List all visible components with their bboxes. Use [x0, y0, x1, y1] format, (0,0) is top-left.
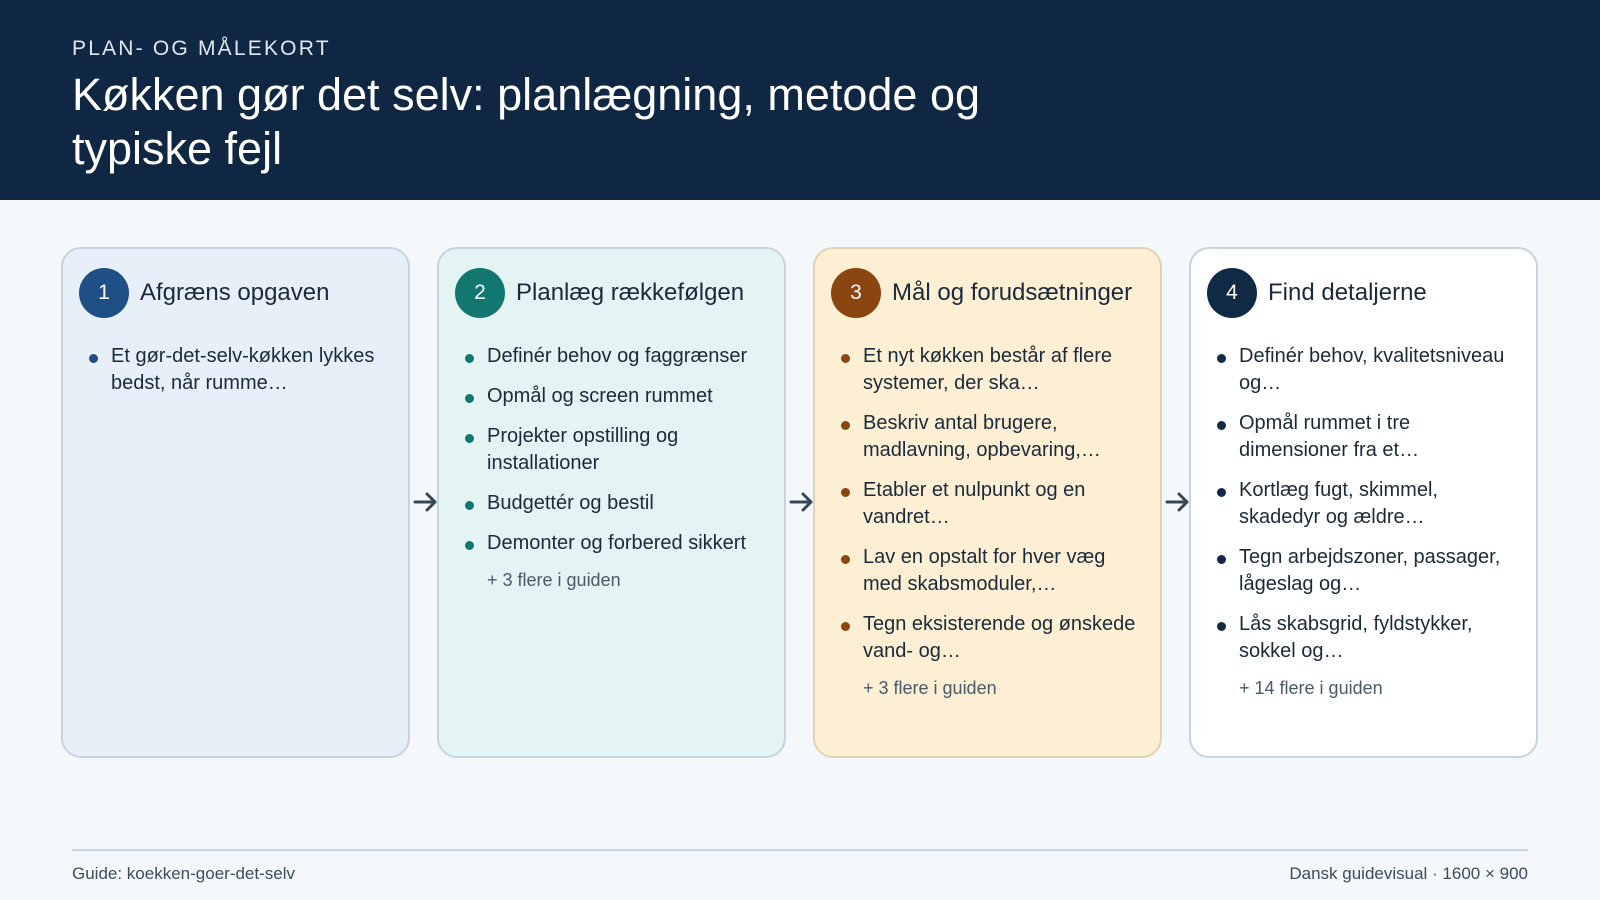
bullet-icon	[89, 354, 98, 363]
list-item-text: Etabler et nulpunkt og en vandret…	[863, 479, 1086, 528]
step-number-badge: 4	[1207, 268, 1257, 318]
list-item	[841, 410, 1141, 464]
step-card-3	[813, 247, 1162, 758]
more-in-guide-link[interactable]: + 14 flere i guiden	[1239, 678, 1383, 698]
header-kicker: PLAN- OG MÅLEKORT	[72, 37, 331, 60]
list-item-text: Opmål rummet i tre dimensioner fra et…	[1239, 412, 1420, 461]
arrow-right-icon	[1165, 490, 1191, 514]
list-item	[465, 530, 765, 557]
list-item	[1217, 544, 1517, 598]
footer-meta: Dansk guidevisual · 1600 × 900	[1289, 864, 1528, 883]
bullet-icon	[465, 541, 474, 550]
bullet-icon	[1217, 421, 1226, 430]
step-card-title: Planlæg rækkefølgen	[516, 279, 745, 306]
step-number-badge: 2	[455, 268, 505, 318]
step-number-badge: 3	[831, 268, 881, 318]
list-item-text: Tegn eksisterende og ønskede vand- og…	[863, 613, 1136, 662]
list-item	[465, 383, 765, 410]
step-card-4	[1189, 247, 1538, 758]
list-item-text: Budgettér og bestil	[487, 492, 654, 514]
list-item	[1217, 410, 1517, 464]
list-item	[1217, 343, 1517, 397]
step-card-title: Find detaljerne	[1268, 279, 1427, 306]
list-item-text: Projekter opstilling og installationer	[487, 425, 679, 474]
arrow-right-icon	[413, 490, 439, 514]
bullet-icon	[841, 622, 850, 631]
list-item-text: Opmål og screen rummet	[487, 385, 713, 407]
list-item-text: Definér behov og faggrænser	[487, 345, 748, 367]
list-item	[841, 611, 1141, 665]
bullet-icon	[465, 501, 474, 510]
bullet-icon	[841, 555, 850, 564]
step-card-1	[61, 247, 410, 758]
list-item-text: Tegn arbejdszoner, passager, lågeslag og…	[1239, 546, 1501, 595]
step-card-2	[437, 247, 786, 758]
more-in-guide-link[interactable]: + 3 flere i guiden	[863, 678, 997, 698]
list-item-text: Kortlæg fugt, skimmel, skadedyr og ældre…	[1239, 479, 1438, 528]
list-item	[465, 490, 765, 517]
list-item	[841, 343, 1141, 397]
bullet-icon	[465, 394, 474, 403]
list-item-text: Lås skabsgrid, fyldstykker, sokkel og…	[1239, 613, 1473, 662]
bullet-icon	[1217, 354, 1226, 363]
step-card-header	[831, 267, 1144, 319]
step-card-title: Afgræns opgaven	[140, 279, 330, 306]
bullet-icon	[1217, 555, 1226, 564]
list-item	[1217, 611, 1517, 665]
bullet-icon	[1217, 488, 1226, 497]
step-card-header	[455, 267, 768, 319]
step-number-badge: 1	[79, 268, 129, 318]
step-item-list	[79, 343, 392, 397]
step-item-list	[831, 343, 1144, 665]
list-item	[1217, 477, 1517, 531]
footer-source: Guide: koekken-goer-det-selv	[72, 864, 296, 883]
page-title: Køkken gør det selv: planlægning, metode og typiske fejl	[72, 69, 980, 174]
list-item-text: Et nyt køkken består af flere systemer, der ska…	[863, 345, 1112, 394]
bullet-icon	[841, 421, 850, 430]
list-item-text: Lav en opstalt for hver væg med skabsmoduler,…	[863, 546, 1106, 595]
arrow-right-icon	[789, 490, 815, 514]
bullet-icon	[465, 354, 474, 363]
step-item-list	[455, 343, 768, 557]
bullet-icon	[841, 488, 850, 497]
footer-divider	[72, 849, 1528, 851]
list-item-text: Beskriv antal brugere, madlavning, opbevaring,…	[863, 412, 1101, 461]
list-item	[841, 477, 1141, 531]
step-card-title: Mål og forudsætninger	[892, 279, 1133, 306]
step-card-header	[79, 267, 392, 319]
list-item	[89, 343, 389, 397]
list-item	[465, 423, 765, 477]
list-item	[465, 343, 765, 370]
bullet-icon	[1217, 622, 1226, 631]
bullet-icon	[841, 354, 850, 363]
more-in-guide-link[interactable]: + 3 flere i guiden	[487, 570, 621, 590]
step-card-header	[1207, 267, 1520, 319]
list-item	[841, 544, 1141, 598]
step-item-list	[1207, 343, 1520, 665]
header-banner	[0, 0, 1600, 200]
list-item-text: Demonter og forbered sikkert	[487, 532, 747, 554]
bullet-icon	[465, 434, 474, 443]
list-item-text: Et gør-det-selv-køkken lykkes bedst, når rumme…	[111, 345, 375, 394]
list-item-text: Definér behov, kvalitetsniveau og…	[1239, 345, 1505, 394]
